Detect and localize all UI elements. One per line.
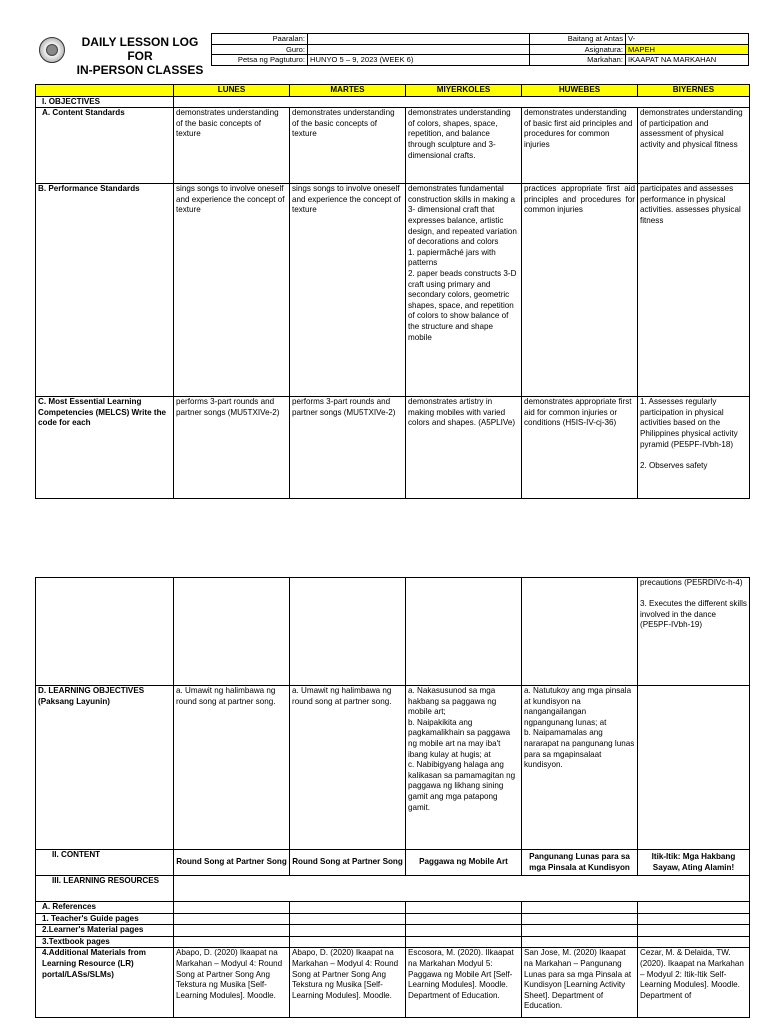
table-cell [174, 925, 290, 937]
table-cell [174, 578, 290, 686]
learners-material-label: 2.Learner's Material pages [36, 925, 174, 937]
objectives-blank [174, 96, 750, 108]
table-cell: sings songs to involve oneself and experience the concept of texture [290, 184, 406, 397]
table-cell [290, 936, 406, 948]
learning-objectives-row [36, 686, 750, 850]
table-cell [290, 578, 406, 686]
table-cell: a. Natutukoy ang mga pinsala at kundisyon na nangangailangan ngpangunang lunas; at b. Naipamamalas ang nararapat na pangunang lunas para sa mgapinsalaat kundisyon. [522, 686, 638, 850]
document-header [35, 33, 749, 77]
table-cell: a. Umawit ng halimbawa ng round song at partner song. [290, 686, 406, 850]
asignatura-label: Asignatura: [530, 44, 626, 55]
table-cell: Round Song at Partner Song [174, 850, 290, 876]
table-cell: 1. Assesses regularly participation in physical activities based on the Philippines physical activity pyramid (PE5PF-IVbh-18) 2. Observes safety [638, 397, 750, 499]
markahan-label: Markahan: [530, 55, 626, 66]
lesson-log-table-part-1 [35, 84, 749, 499]
table-cell: a. Nakasusunod sa mga hakbang sa paggawa ng mobile art; b. Naipakikita ang pagkamalikhain sa paggawa ng mobile art na may iba't ibang kulay at hugis; at c. Nabibigyang halaga ang kalikasan sa pamamagitan ng paggawa ng likhang sining gamit ang mga patapong gamit. [406, 686, 522, 850]
table-cell: performs 3-part rounds and partner songs (MU5TXIVe-2) [290, 397, 406, 499]
table-cell: a. Umawit ng halimbawa ng round song at partner song. [174, 686, 290, 850]
table-cell: Abapo, D. (2020) Ikaapat na Markahan – Modyul 4: Round Song at Partner Song Ang Tekstura ng Musika [Self-Learning Modules]. Moodle. [290, 948, 406, 1018]
markahan-value[interactable]: IKAAPAT NA MARKAHAN [626, 55, 749, 66]
table-cell: demonstrates fundamental construction skills in making a 3- dimensional craft that expresses balance, artistic design, and repeated variation of decorations and colors 1. papiermâché jars with patterns 2. paper beads constructs 3-D craft using primary and secondary colors, geometric shapes, space, and repetition of colors to show balance of the structure and shape mobile [406, 184, 522, 397]
meta-table [211, 33, 749, 66]
table-cell: practices appropriate first aid principles and procedures for common injuries [522, 184, 638, 397]
baitang-label: Baitang at Antas [530, 34, 626, 45]
additional-materials-row [36, 948, 750, 1018]
table-cell: Itik-Itik: Mga Hakbang Sayaw, Ating Alamin! [638, 850, 750, 876]
table-cell: demonstrates appropriate first aid for common injuries or conditions (H5IS-IV-cj-36) [522, 397, 638, 499]
lesson-log-table-part-2 [35, 577, 749, 1018]
day-header-huwebes: HUWEBES [522, 85, 638, 97]
guro-label: Guro: [212, 44, 308, 55]
objectives-heading: I. OBJECTIVES [36, 96, 174, 108]
corner-cell [36, 85, 174, 97]
day-header-lunes: LUNES [174, 85, 290, 97]
table-cell: performs 3-part rounds and partner songs (MU5TXIVe-2) [174, 397, 290, 499]
table-cell: Paggawa ng Mobile Art [406, 850, 522, 876]
table-cell [406, 902, 522, 914]
table-cell [406, 936, 522, 948]
table-cell [174, 876, 750, 902]
table-cell [638, 925, 750, 937]
table-cell [36, 578, 174, 686]
table-cell [174, 902, 290, 914]
content-standards-row [36, 108, 750, 184]
title-line-2: IN-PERSON CLASSES [76, 63, 204, 77]
melcs-row [36, 397, 750, 499]
learning-resources-label: III. LEARNING RESOURCES [36, 876, 174, 902]
table-cell: demonstrates understanding of colors, shapes, space, repetition, and balance through sculpture and 3-dimensional crafts. [406, 108, 522, 184]
teachers-guide-row [36, 913, 750, 925]
table-cell [174, 913, 290, 925]
table-cell: Escosora, M. (2020). Ilkaapat na Markahan Modyul 5: Paggawa ng Mobile Art [Self-Learning Modules]. Moodle. Department of Education. [406, 948, 522, 1018]
references-row [36, 902, 750, 914]
table-cell: sings songs to involve oneself and experience the concept of texture [174, 184, 290, 397]
day-header-martes: MARTES [290, 85, 406, 97]
teachers-guide-label: 1. Teacher's Guide pages [36, 913, 174, 925]
table-cell [522, 913, 638, 925]
table-cell [638, 913, 750, 925]
table-cell [522, 902, 638, 914]
content-label: II. CONTENT [36, 850, 174, 876]
melcs-label: C. Most Essential Learning Competencies (MELCS) Write the code for each [36, 397, 174, 499]
table-cell: demonstrates understanding of basic first aid principles and procedures for common injuries [522, 108, 638, 184]
petsa-label: Petsa ng Pagtuturo: [212, 55, 308, 66]
table-cell [290, 902, 406, 914]
table-cell [290, 913, 406, 925]
learning-objectives-label: D. LEARNING OBJECTIVES (Paksang Layunin) [36, 686, 174, 850]
performance-standards-row [36, 184, 750, 397]
paaralan-value[interactable] [308, 34, 530, 45]
table-cell [638, 902, 750, 914]
table-cell: Abapo, D. (2020) Ikaapat na Markahan – Modyul 4: Round Song at Partner Song Ang Tekstura ng Musika [Self-Learning Modules]. Moodle. [174, 948, 290, 1018]
day-header-biyernes: BIYERNES [638, 85, 750, 97]
title-line-1: DAILY LESSON LOG FOR [81, 35, 199, 63]
table-cell [522, 925, 638, 937]
table-cell [406, 925, 522, 937]
meta-cell [211, 33, 749, 77]
table-cell: Pangunang Lunas para sa mga Pinsala at Kundisyon [522, 850, 638, 876]
melcs-continued-row [36, 578, 750, 686]
day-header-miyerkoles: MIYERKOLES [406, 85, 522, 97]
performance-standards-label: B. Performance Standards [36, 184, 174, 397]
table-cell [290, 925, 406, 937]
table-cell: demonstrates understanding of the basic concepts of texture [174, 108, 290, 184]
table-cell [638, 936, 750, 948]
asignatura-value[interactable]: MAPEH [626, 44, 749, 55]
content-standards-label: A. Content Standards [36, 108, 174, 184]
learners-material-row [36, 925, 750, 937]
title-cell [69, 33, 211, 77]
table-cell: demonstrates understanding of the basic concepts of texture [290, 108, 406, 184]
content-row [36, 850, 750, 876]
references-label: A. References [36, 902, 174, 914]
table-cell [406, 578, 522, 686]
table-cell: demonstrates understanding of participation and assessment of physical activity and physical fitness [638, 108, 750, 184]
table-cell: Round Song at Partner Song [290, 850, 406, 876]
table-cell [406, 913, 522, 925]
paaralan-label: Paaralan: [212, 34, 308, 45]
learning-resources-row [36, 876, 750, 902]
table-cell: participates and assesses performance in physical activities. assesses physical fitness [638, 184, 750, 397]
table-cell [638, 686, 750, 850]
table-cell [174, 936, 290, 948]
days-header-row [36, 85, 750, 97]
table-cell [522, 578, 638, 686]
table-cell: precautions (PE5RDIVc-h-4) 3. Executes the different skills involved in the dance (PE5PF-IVbh-19) [638, 578, 750, 686]
additional-materials-label: 4.Additional Materials from Learning Resource (LR) portal/LASs/SLMs) [36, 948, 174, 1018]
deped-logo-cell [35, 33, 69, 77]
textbook-label: 3.Textbook pages [36, 936, 174, 948]
table-cell: demonstrates artistry in making mobiles with varied colors and shapes. (A5PLIVe) [406, 397, 522, 499]
table-cell: San Jose, M. (2020) Ikaapat na Markahan – Pangunang Lunas para sa mga Pinsala at Kundisyon [Learning Activity Sheet]. Department of Education. [522, 948, 638, 1018]
table-cell: Cezar, M. & Delaida, TW. (2020). Ikaapat na Markahan – Modyul 2: Itik-Itik Self-Learning Modules]. Moodle. Department of [638, 948, 750, 1018]
petsa-value[interactable]: HUNYO 5 – 9, 2023 (WEEK 6) [308, 55, 530, 66]
deped-seal-icon [39, 37, 65, 63]
textbook-row [36, 936, 750, 948]
objectives-section-row [36, 96, 750, 108]
table-cell [522, 936, 638, 948]
guro-value[interactable] [308, 44, 530, 55]
baitang-value[interactable]: V- [626, 34, 749, 45]
